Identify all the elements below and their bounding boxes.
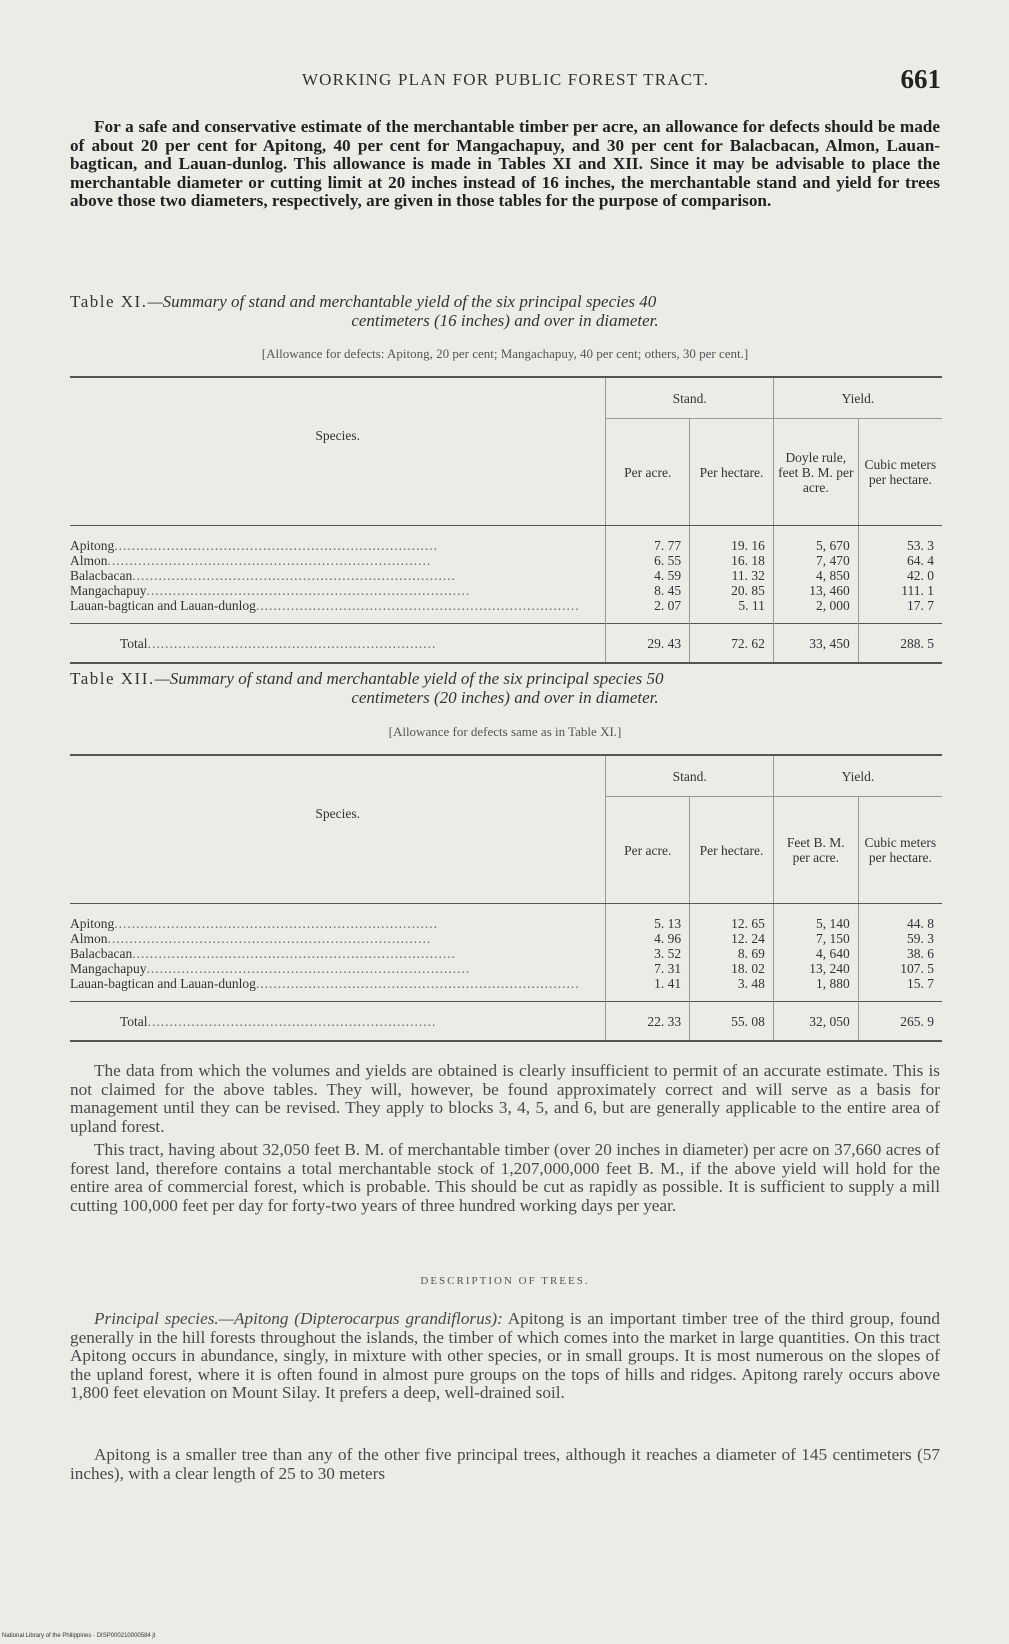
table-row: Almon.......................................................................... 4. 96 12. 24 7, 150 59. 3 [70,931,942,946]
cubic-cell: 15. 7 [858,976,942,1002]
species-name: Balacbacan [70,946,133,961]
table-row: Balacbacan.......................................................................... 4. 59 11. 32 4, 850 42. 0 [70,568,942,583]
total-label: Total [120,1013,148,1029]
per-acre-cell: 6. 55 [606,553,690,568]
final-paragraph: Apitong is a smaller tree than any of the other five principal trees, although it reaches a diameter of 145 centimeters (57 inches), with a clear length of 25 to 30 meters [70,1445,940,1483]
cubic-cell: 111. 1 [858,583,942,598]
species-name: Lauan-bagtican and Lauan-dunlog [70,598,256,613]
per-hectare-cell: 16. 18 [690,553,774,568]
feet-cell: 7, 150 [773,931,858,946]
principal-species-paragraph [70,1310,940,1403]
cubic-cell: 44. 8 [858,904,942,932]
species-name: Lauan-bagtican and Lauan-dunlog [70,976,256,991]
per-acre-cell: 3. 52 [606,946,690,961]
feet-cell: 7, 470 [773,553,858,568]
species-name: Almon [70,553,108,568]
per-acre-cell: 2. 07 [606,598,690,624]
total-cubic-cell: 288. 5 [858,624,942,664]
table-row: Mangachapuy.......................................................................... 8. 45 20. 85 13, 460 111. 1 [70,583,942,598]
table-xii-caption-line2: centimeters (20 inches) and over in diameter. [351,688,659,707]
table-xii-note: [Allowance for defects same as in Table XI.] [388,724,622,739]
feet-cell: 13, 240 [773,961,858,976]
scan-footer: National Library of the Philippines · DISP000210000584 jt [2,1633,156,1639]
total-label: Total [120,635,148,651]
per-acre-cell: 5. 13 [606,904,690,932]
total-per-acre-cell: 29. 43 [606,624,690,664]
table-xi-yield-hectare-header: Cubic meters per hectare. [858,419,942,526]
table-xii [70,754,942,1042]
per-hectare-cell: 3. 48 [690,976,774,1002]
cubic-cell: 38. 6 [858,946,942,961]
table-xi-yield-header: Yield. [773,377,942,419]
table-xii-label: Table XII. [70,669,155,688]
table-xii-stand-header: Stand. [606,755,774,797]
table-xii-species-header: Species. [70,755,606,904]
table-xi-yield-acre-header: Doyle rule, feet B. M. per acre. [773,419,858,526]
table-row: Balacbacan.......................................................................... 3. 52 8. 69 4, 640 38. 6 [70,946,942,961]
cubic-cell: 17. 7 [858,598,942,624]
table-row: Lauan-bagtican and Lauan-dunlog.......................................................................... 2. 07 5. 11 2, 000 17. 7 [70,598,942,624]
per-hectare-cell: 20. 85 [690,583,774,598]
table-xii-per-acre-header: Per acre. [606,797,690,904]
running-head [70,64,941,96]
cubic-cell: 59. 3 [858,931,942,946]
species-name: Apitong [70,916,115,931]
per-hectare-cell: 8. 69 [690,946,774,961]
per-hectare-cell: 18. 02 [690,961,774,976]
total-per-hectare-cell: 55. 08 [690,1002,774,1042]
cubic-cell: 53. 3 [858,526,942,554]
feet-cell: 5, 670 [773,526,858,554]
per-acre-cell: 7. 77 [606,526,690,554]
table-row: Mangachapuy.......................................................................... 7. 31 18. 02 13, 240 107. 5 [70,961,942,976]
table-xi-note: [Allowance for defects: Apitong, 20 per cent; Mangachapuy, 40 per cent; others, 30 per cent.] [261,346,749,361]
table-xii-yield-header: Yield. [773,755,942,797]
feet-cell: 1, 880 [773,976,858,1002]
table-total-row: Total.................................................................. 29. 43 72. 62 33, 450 288. 5 [70,624,942,664]
table-xi-stand-header: Stand. [606,377,774,419]
total-feet-cell: 33, 450 [773,624,858,664]
running-title: WORKING PLAN FOR PUBLIC FOREST TRACT. [301,70,710,89]
per-hectare-cell: 12. 65 [690,904,774,932]
total-feet-cell: 32, 050 [773,1002,858,1042]
species-name: Mangachapuy [70,961,147,976]
table-total-row: Total.................................................................. 22. 33 55. 08 32, 050 265. 9 [70,1002,942,1042]
table-xi-label: Table XI. [70,292,148,311]
page-number: 661 [900,64,941,94]
cubic-cell: 64. 4 [858,553,942,568]
per-acre-cell: 4. 96 [606,931,690,946]
table-row: Apitong.......................................................................... 7. 77 19. 16 5, 670 53. 3 [70,526,942,554]
per-acre-cell: 1. 41 [606,976,690,1002]
table-xii-yield-hectare-header: Cubic meters per hectare. [858,797,942,904]
body-paragraph-1: The data from which the volumes and yields are obtained is clearly insufficient to permit of an accurate estimate. This is not claimed for the above tables. They will, however, be found approximately correct and will serve as a basis for management until they can be revised. They apply to blocks 3, 4, 5, and 6, but are generally applicable to the entire area of upland forest. [70,1061,940,1136]
table-xi-per-hectare-header: Per hectare. [690,419,774,526]
table-xii-yield-acre-header: Feet B. M. per acre. [773,797,858,904]
table-xii-caption [70,669,940,707]
species-name: Balacbacan [70,568,133,583]
intro-paragraph: For a safe and conservative estimate of the merchantable timber per acre, an allowance for defects should be made of about 20 per cent for Apitong, 40 per cent for Mangachapuy, and 30 per cent for Balacbacan, Almon, Lauan-bagtican, and Lauan-dunlog. This allowance is made in Tables XI and XII. Since it may be advisable to place the merchantable diameter or cutting limit at 20 inches instead of 16 inches, the merchantable stand and yield for trees above those two diameters, respectively, are given in those tables for the purpose of comparison. [70,117,940,211]
species-name: Apitong [70,538,115,553]
per-hectare-cell: 12. 24 [690,931,774,946]
table-xii-per-hectare-header: Per hectare. [690,797,774,904]
feet-cell: 4, 640 [773,946,858,961]
total-cubic-cell: 265. 9 [858,1002,942,1042]
per-hectare-cell: 19. 16 [690,526,774,554]
principal-species-text: Apitong is an important timber tree of the third group, found generally in the hill forests throughout the islands, the timber of which comes into the market in large quantities. On this tract Apitong occurs in abundance, singly, in mixture with other species, or in small groups. It is most numerous on the slopes of the upland forest, where it is often found in almost pure groups on the tops of hills and ridges. Apitong rarely occurs above 1,800 feet elevation on Mount Silay. It prefers a deep, well-drained soil. [70,1309,940,1403]
total-per-hectare-cell: 72. 62 [690,624,774,664]
table-row: Almon.......................................................................... 6. 55 16. 18 7, 470 64. 4 [70,553,942,568]
feet-cell: 5, 140 [773,904,858,932]
feet-cell: 2, 000 [773,598,858,624]
principal-species-lead: Principal species.—Apitong (Dipterocarpus grandiflorus): [94,1309,503,1328]
cubic-cell: 107. 5 [858,961,942,976]
feet-cell: 13, 460 [773,583,858,598]
species-name: Almon [70,931,108,946]
table-xi [70,376,942,664]
body-paragraph-2: This tract, having about 32,050 feet B. M. of merchantable timber (over 20 inches in diameter) per acre on 37,660 acres of forest land, therefore contains a total merchantable stock of 1,207,000,000 feet B. M., if the above yield will hold for the entire area of commercial forest, which is probable. This should be cut as rapidly as possible. It is sufficient to supply a mill cutting 100,000 feet per day for forty-two years of three hundred working days per year. [70,1140,940,1215]
table-xi-caption-line2: centimeters (16 inches) and over in diameter. [351,311,659,330]
table-xii-caption-line1: —Summary of stand and merchantable yield of the six principal species 50 [154,669,664,688]
species-name: Mangachapuy [70,583,147,598]
cubic-cell: 42. 0 [858,568,942,583]
table-xi-species-header: Species. [70,377,606,526]
table-row: Lauan-bagtican and Lauan-dunlog.......................................................................... 1. 41 3. 48 1, 880 15. 7 [70,976,942,1002]
per-acre-cell: 7. 31 [606,961,690,976]
table-xi-caption-line1: —Summary of stand and merchantable yield of the six principal species 40 [147,292,657,311]
section-heading: DESCRIPTION OF TREES. [420,1275,590,1287]
feet-cell: 4, 850 [773,568,858,583]
per-hectare-cell: 5. 11 [690,598,774,624]
table-row: Apitong.......................................................................... 5. 13 12. 65 5, 140 44. 8 [70,904,942,932]
total-per-acre-cell: 22. 33 [606,1002,690,1042]
table-xi-per-acre-header: Per acre. [606,419,690,526]
per-acre-cell: 4. 59 [606,568,690,583]
per-hectare-cell: 11. 32 [690,568,774,583]
per-acre-cell: 8. 45 [606,583,690,598]
table-xi-caption [70,292,940,330]
